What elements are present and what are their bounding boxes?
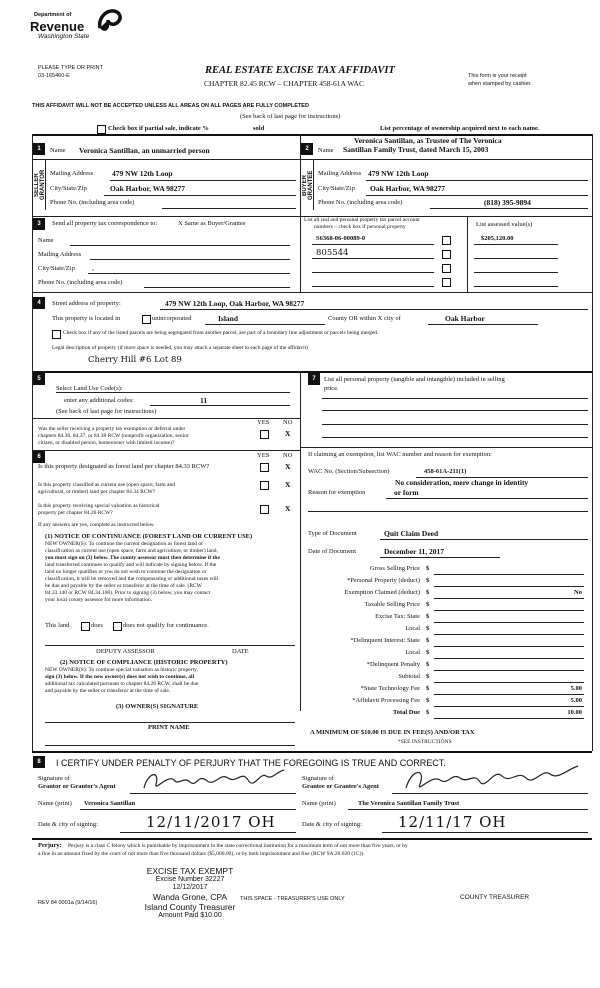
grantee-date-value: 12/11/17 OH: [398, 813, 507, 831]
land-does-not-checkbox[interactable]: [113, 622, 122, 631]
s6-q2-no-answer[interactable]: X: [285, 480, 291, 489]
segregated-checkbox[interactable]: [52, 330, 61, 339]
tax-line-label: Gross Selling Price: [369, 565, 420, 572]
seller-mail-value: 479 NW 12th Loop: [112, 169, 173, 178]
tax-line-prefix: $: [426, 649, 430, 656]
grantor-date-label: Date & city of signing:: [38, 821, 98, 828]
deputy-assessor-label: DEPUTY ASSESSOR: [96, 648, 155, 655]
buyer-city-label: City/State/Zip: [318, 185, 355, 192]
reason-value-1: No consideration, mere change in identity: [395, 478, 529, 487]
s5-q1-yes-checkbox[interactable]: [260, 430, 269, 439]
grantor-date-value: 12/11/2017 OH: [146, 813, 276, 831]
tax-line-label: Excise Tax: State: [375, 613, 420, 620]
located-label: This property is located in: [52, 315, 121, 322]
legal-value: Cherry Hill #6 Lot 89: [88, 355, 182, 365]
tax-line-label: *Delinquent Penalty: [366, 661, 420, 668]
street-label: Street address of property:: [52, 300, 121, 307]
receipt-note-2: when stamped by cashier.: [468, 81, 532, 87]
section-4-number: 4: [33, 297, 45, 309]
doc-type-value: Quit Claim Deed: [384, 529, 439, 538]
logo-line1: Department of: [34, 12, 72, 18]
grantee-name-label: Name (print): [302, 800, 336, 807]
tax-line-prefix: $: [426, 565, 430, 572]
tax-line-label: Exemption Claimed (deduct): [344, 589, 420, 596]
doc-type-label: Type of Document: [308, 530, 357, 537]
rev-code: REV 84 0001a (9/14/16): [38, 900, 98, 906]
s6-q2-line2: agricultural, or timber) land per chapter 84.34 RCW?: [38, 489, 156, 495]
buyer-name-value-2: Santillan Family Trust, dated March 15, 2003: [343, 145, 489, 154]
tax-line-prefix: $: [426, 613, 430, 620]
county-value: Island: [218, 314, 239, 323]
personal-property-checkbox[interactable]: [442, 278, 451, 287]
exemption-label: If claiming an exemption, list WAC number and reason for exemption:: [308, 451, 492, 458]
s6-q2-line1: Is this property classified as current use (open space, farm and: [38, 482, 175, 488]
section-7-number: 7: [308, 373, 320, 385]
land-does-checkbox[interactable]: [81, 622, 90, 631]
wac-label: WAC No. (Section/Subsection): [308, 468, 390, 475]
wac-value: 458-61A-211(1): [424, 468, 467, 475]
tax-line-label: *State Technology Fee: [360, 685, 420, 692]
deputy-date-label: DATE: [232, 648, 249, 655]
grantee-date-label: Date & city of signing:: [302, 821, 362, 828]
s5-q1-line3: citizen, or disabled person, homeowner with limited income)?: [38, 440, 175, 446]
logo-line3: Washington State: [38, 33, 90, 40]
tax-line-label: *Delinquent Interest: State: [350, 637, 420, 644]
county-city-label: County OR within X city of: [328, 315, 401, 322]
reason-value-2: or form: [394, 488, 419, 497]
land-does-not-label: does not qualify for continuance.: [123, 622, 209, 629]
minimum-due-note: A MINIMUM OF $10.00 IS DUE IN FEE(S) AND/OR TAX: [310, 729, 475, 736]
unincorporated-label: unincorporated: [152, 315, 192, 322]
s5-no-label: NO: [283, 419, 293, 426]
unincorporated-checkbox[interactable]: [142, 315, 151, 324]
tax-line-prefix: $: [426, 673, 430, 680]
tax-line-label: Local: [405, 625, 420, 632]
tax-line-prefix: $: [426, 637, 430, 644]
personal-property-title-2: price.: [324, 385, 339, 392]
same-as-buyer: X Same as Buyer/Grantee: [178, 220, 246, 227]
s6-q3-no-answer[interactable]: X: [285, 504, 291, 513]
sold-label: sold: [253, 125, 265, 132]
see-back-note: (See back of last page for instructions): [240, 113, 341, 120]
segregated-label: Check box if any of the listed parcels are being segregated from another parcel, are part of a boundary line adjustment or parcels being merged.: [63, 330, 379, 336]
buyer-name-value-1: Veronica Santillan, as Trustee of The Veronica: [354, 136, 502, 145]
s6-q3-line1: Is this property receiving special valuation as historical: [38, 503, 160, 509]
logo-line2: Revenue: [30, 19, 85, 34]
seller-phone-label: Phone No. (including area code): [50, 199, 135, 206]
land-does-label: does: [91, 622, 103, 629]
personal-property-title-1: List all personal property (tangible and intangible) included in selling: [324, 376, 505, 383]
tax-line-label: Subtotal: [398, 673, 420, 680]
tax-line-prefix: $: [426, 577, 430, 584]
grantor-signature: [138, 766, 298, 796]
s5-q1-line1: Was the seller receiving a property tax exemption or deferral under: [38, 426, 186, 432]
tax-line-value: 5.00: [570, 697, 582, 704]
grantee-sig-label-1: Signature of: [302, 775, 334, 782]
assessed-header: List assessed value(s): [476, 221, 533, 228]
excise-stamp: EXCISE TAX EXEMPT Excise Number 32227 12/12/2017 Wanda Grone, CPA Island County Treasurer Amount Paid $10.00: [144, 866, 236, 919]
print-name-label: PRINT NAME: [148, 724, 190, 731]
treasurer-space-label: THIS SPACE - TREASURER'S USE ONLY: [240, 896, 345, 902]
partial-sale-label: Check box if partial sale, indicate %: [108, 125, 209, 132]
notice-continuance-title: (1) NOTICE OF CONTINUANCE (FOREST LAND OR CURRENT USE): [45, 533, 253, 540]
tax-line-value: 10.00: [567, 709, 582, 716]
corr-name-label: Name: [38, 237, 54, 244]
form-title: REAL ESTATE EXCISE TAX AFFIDAVIT: [205, 65, 395, 76]
tax-line-prefix: $: [426, 697, 430, 704]
section-6-number: 6: [33, 451, 45, 463]
grantee-sig-label-2: Grantee or Grantee's Agent: [302, 783, 379, 790]
tax-line-value: 5.00: [570, 685, 582, 692]
land-use-see-back: (See back of last page for instructions): [56, 408, 157, 415]
perjury-label: Perjury:: [38, 842, 62, 849]
grantee-signature: [398, 764, 588, 796]
personal-property-checkbox[interactable]: [442, 236, 451, 245]
parcel-number: 805544: [316, 248, 349, 258]
corr-city-value: ,: [92, 263, 94, 272]
tax-computation: [300, 566, 592, 756]
buyer-name-label: Name: [318, 147, 334, 154]
form-code: 03-165460-E: [38, 73, 70, 79]
dor-logo: [28, 6, 128, 54]
land-use-label: Select Land Use Code(s):: [56, 385, 123, 392]
send-correspondence-label: Send all property tax correspondence to:: [52, 220, 158, 227]
tax-line-label: *Personal Property (deduct): [347, 577, 420, 584]
owner-signature-label: (3) OWNER(S) SIGNATURE: [116, 703, 199, 710]
s6-yes-label: YES: [257, 452, 270, 459]
tax-line-prefix: $: [426, 661, 430, 668]
s6-q3-yes-checkbox[interactable]: [260, 505, 269, 514]
receipt-note-1: This form is your receipt: [468, 73, 527, 79]
grantor-name-label: Name (print): [38, 800, 72, 807]
personal-property-checkbox[interactable]: [442, 264, 451, 273]
perjury-text-1: Perjury is a class C felony which is punishable by imprisonment in the state correctional institution for a maximum term of not more than five years, or by: [68, 843, 408, 849]
tax-line-label: Total Due: [392, 709, 420, 716]
tax-line-prefix: $: [426, 601, 430, 608]
section-8-number: 8: [33, 756, 45, 768]
buyer-grantee-label: BUYER GRANTEE: [302, 170, 314, 200]
tax-line-label: Taxable Selling Price: [364, 601, 420, 608]
buyer-phone-value: (818) 395-9894: [484, 198, 531, 207]
warning-text: THIS AFFIDAVIT WILL NOT BE ACCEPTED UNLESS ALL AREAS ON ALL PAGES ARE FULLY COMPLETED: [32, 103, 309, 109]
buyer-mail-label: Mailing Address: [318, 170, 362, 177]
seller-mail-label: Mailing Address: [50, 170, 94, 177]
tax-line-prefix: $: [426, 685, 430, 692]
s6-q1-yes-checkbox[interactable]: [260, 463, 269, 472]
buyer-city-value: Oak Harbor, WA 98277: [370, 184, 446, 193]
seller-city-value: Oak Harbor, WA 98277: [110, 184, 186, 193]
grantee-name-value: The Veronica Santillan Family Trust: [358, 800, 460, 807]
additional-codes-value: 11: [200, 396, 208, 405]
please-type: PLEASE TYPE OR PRINT: [38, 65, 104, 71]
city-value: Oak Harbor: [445, 314, 485, 323]
this-land-label: This land: [45, 622, 70, 629]
tax-line-label: *Affidavit Processing Fee: [352, 697, 420, 704]
grantor-name-value: Veronica Santillan: [84, 800, 136, 807]
parcel-assessed-value: $205,120.00: [481, 235, 514, 242]
additional-codes-label: enter any additional codes:: [64, 397, 134, 404]
tax-line-prefix: $: [426, 709, 430, 716]
section-3-number: 3: [33, 218, 45, 230]
parcel-header-1: List all real and personal property tax parcel account: [304, 217, 420, 223]
section-2-number: 2: [301, 143, 313, 155]
tax-line-value: No: [574, 589, 582, 596]
tax-line-prefix: $: [426, 589, 430, 596]
notice-compliance-title: (2) NOTICE OF COMPLIANCE (HISTORIC PROPERTY): [60, 659, 228, 666]
street-value: 479 NW 12th Loop, Oak Harbor, WA 98277: [165, 299, 305, 308]
s6-q1-no-answer[interactable]: X: [285, 462, 291, 471]
grantor-sig-label-2: Grantor or Grantor's Agent: [38, 783, 116, 790]
seller-city-label: City/State/Zip: [50, 185, 87, 192]
doc-date-value: December 11, 2017: [384, 547, 445, 556]
section-1-number: 1: [33, 143, 45, 155]
s6-q2-yes-checkbox[interactable]: [260, 481, 269, 490]
s5-q1-line2: chapters 84.36, 84.37, or 84.38 RCW (nonprofit organization, senior: [38, 433, 189, 439]
dor-logo-mark-icon: [96, 8, 122, 36]
buyer-mail-value: 479 NW 12th Loop: [368, 169, 429, 178]
corr-mail-label: Mailing Address: [38, 251, 82, 258]
personal-property-checkbox[interactable]: [442, 250, 451, 259]
parcel-header-2: numbers – check box if personal property: [314, 224, 406, 230]
see-instructions-note: *SEE INSTRUCTIONS: [398, 739, 452, 745]
parcel-number: S6368-06-00089-0: [316, 235, 366, 242]
doc-date-label: Date of Document: [308, 548, 357, 555]
perjury-text-2: a fine in an amount fixed by the court of not more than five thousand dollars ($5,000.00), or by both imprisonment and fine (RCW 9A.20.020 (1C)).: [38, 851, 365, 857]
legal-label: Legal description of property (if more space is needed, you may attach a separate sheet to each page of the affidavit): [52, 345, 308, 351]
tax-line-prefix: $: [426, 625, 430, 632]
corr-city-label: City/State/Zip: [38, 265, 75, 272]
seller-name-label: Name: [50, 147, 66, 154]
county-treasurer-label: COUNTY TREASURER: [460, 894, 530, 901]
form-subtitle: CHAPTER 82.45 RCW – CHAPTER 458-61A WAC: [204, 79, 364, 88]
buyer-phone-label: Phone No. (including area code): [318, 199, 403, 206]
seller-grantor-label: SELLER GRANTOR: [34, 169, 46, 201]
s6-no-label: NO: [283, 452, 293, 459]
grantor-sig-label-1: Signature of: [38, 775, 70, 782]
corr-phone-label: Phone No. (including area code): [38, 279, 123, 286]
s5-yes-label: YES: [257, 419, 270, 426]
s6-q1: Is this property designated as forest land per chapter 84.33 RCW?: [38, 463, 210, 470]
tax-line-label: Local: [405, 649, 420, 656]
certify-statement: I CERTIFY UNDER PENALTY OF PERJURY THAT THE FOREGOING IS TRUE AND CORRECT.: [56, 758, 446, 768]
s6-q3-line2: property per chapter 84.26 RCW?: [38, 510, 113, 516]
s6-if-yes: If any answers are yes, complete as instructed below.: [38, 522, 155, 528]
seller-name-value: Veronica Santillan, an unmarried person: [79, 146, 210, 155]
s5-q1-no-answer[interactable]: X: [285, 429, 291, 438]
ownership-pct-note: List percentage of ownership acquired next to each name.: [380, 125, 540, 132]
partial-sale-checkbox[interactable]: [97, 125, 106, 134]
reason-label: Reason for exemption: [308, 489, 366, 496]
section-5-number: 5: [33, 373, 45, 385]
